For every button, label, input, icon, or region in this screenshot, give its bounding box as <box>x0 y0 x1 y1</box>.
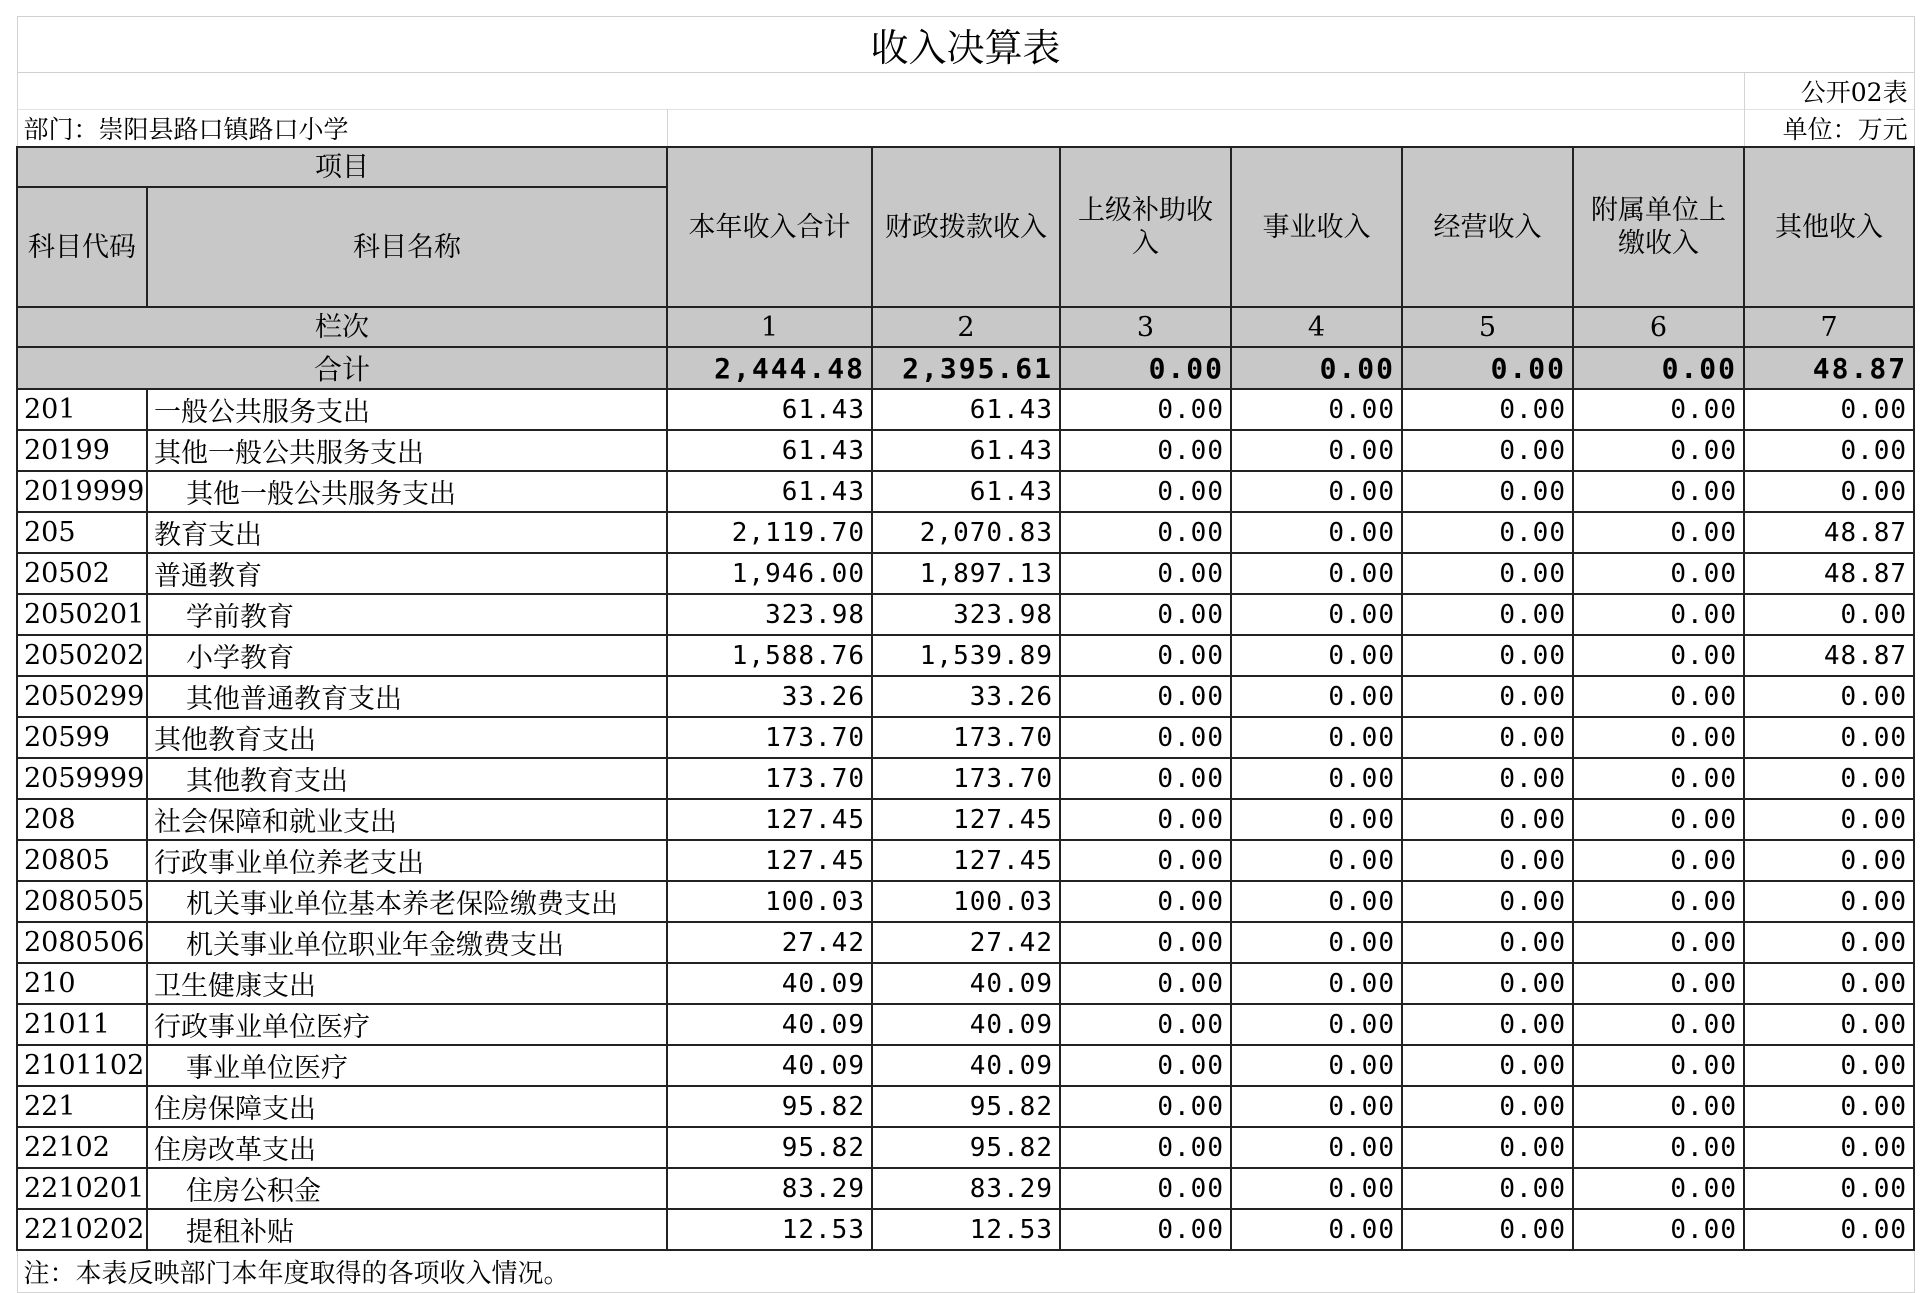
table-row <box>17 922 1914 963</box>
amount-cell: 12.53 <box>872 1209 1060 1250</box>
amount-cell: 0.00 <box>1402 758 1573 799</box>
subject-code: 2101102 <box>17 1045 147 1086</box>
amount-cell: 100.03 <box>667 881 872 922</box>
amount-cell: 0.00 <box>1402 512 1573 553</box>
total-value: 0.00 <box>1402 347 1573 389</box>
amount-cell: 0.00 <box>1402 717 1573 758</box>
amount-cell: 2,119.70 <box>667 512 872 553</box>
subject-code: 2050202 <box>17 635 147 676</box>
subject-code: 205 <box>17 512 147 553</box>
amount-cell: 0.00 <box>1573 1127 1744 1168</box>
amount-cell: 0.00 <box>1060 553 1231 594</box>
subject-name: 事业单位医疗 <box>147 1045 667 1086</box>
amount-cell: 0.00 <box>1573 676 1744 717</box>
amount-cell: 0.00 <box>1231 594 1402 635</box>
row-index-4: 4 <box>1231 307 1402 347</box>
amount-cell: 0.00 <box>1744 1004 1914 1045</box>
amount-cell: 1,897.13 <box>872 553 1060 594</box>
amount-cell: 0.00 <box>1060 1045 1231 1086</box>
header-col-7: 其他收入 <box>1744 147 1914 307</box>
amount-cell: 95.82 <box>667 1086 872 1127</box>
form-number: 公开02表 <box>1744 73 1914 110</box>
subject-name: 小学教育 <box>147 635 667 676</box>
amount-cell: 0.00 <box>1231 1004 1402 1045</box>
amount-cell: 0.00 <box>1231 676 1402 717</box>
amount-cell: 0.00 <box>1573 1045 1744 1086</box>
amount-cell: 0.00 <box>1060 1086 1231 1127</box>
amount-cell: 48.87 <box>1744 512 1914 553</box>
table-row <box>17 512 1914 553</box>
amount-cell: 0.00 <box>1231 471 1402 512</box>
header-col-4: 事业收入 <box>1231 147 1402 307</box>
subject-code: 2059999 <box>17 758 147 799</box>
table-row <box>17 1127 1914 1168</box>
table-row <box>17 471 1914 512</box>
amount-cell: 0.00 <box>1744 1168 1914 1209</box>
amount-cell: 0.00 <box>1573 430 1744 471</box>
table-row <box>17 799 1914 840</box>
amount-cell: 83.29 <box>667 1168 872 1209</box>
row-index-3: 3 <box>1060 307 1231 347</box>
subject-code: 2210201 <box>17 1168 147 1209</box>
amount-cell: 0.00 <box>1060 1168 1231 1209</box>
amount-cell: 0.00 <box>1060 758 1231 799</box>
amount-cell: 0.00 <box>1060 1209 1231 1250</box>
amount-cell: 0.00 <box>1231 1168 1402 1209</box>
amount-cell: 0.00 <box>1402 471 1573 512</box>
amount-cell: 0.00 <box>1402 922 1573 963</box>
amount-cell: 0.00 <box>1060 840 1231 881</box>
amount-cell: 0.00 <box>1573 963 1744 1004</box>
amount-cell: 0.00 <box>1060 430 1231 471</box>
amount-cell: 127.45 <box>872 799 1060 840</box>
amount-cell: 61.43 <box>667 389 872 430</box>
subject-name: 其他一般公共服务支出 <box>147 430 667 471</box>
amount-cell: 33.26 <box>667 676 872 717</box>
amount-cell: 0.00 <box>1573 840 1744 881</box>
amount-cell: 0.00 <box>1402 881 1573 922</box>
amount-cell: 0.00 <box>1573 881 1744 922</box>
amount-cell: 40.09 <box>667 1045 872 1086</box>
subject-code: 20805 <box>17 840 147 881</box>
total-label: 合计 <box>17 347 667 389</box>
amount-cell: 95.82 <box>872 1086 1060 1127</box>
subject-code: 2050201 <box>17 594 147 635</box>
amount-cell: 0.00 <box>1231 430 1402 471</box>
amount-cell: 0.00 <box>1744 471 1914 512</box>
subject-name: 其他普通教育支出 <box>147 676 667 717</box>
total-value: 0.00 <box>1573 347 1744 389</box>
amount-cell: 127.45 <box>872 840 1060 881</box>
amount-cell: 0.00 <box>1402 676 1573 717</box>
income-statement-sheet <box>16 16 1913 1293</box>
amount-cell: 95.82 <box>872 1127 1060 1168</box>
amount-cell: 0.00 <box>1744 758 1914 799</box>
subject-code: 201 <box>17 389 147 430</box>
amount-cell: 0.00 <box>1744 594 1914 635</box>
amount-cell: 0.00 <box>1231 758 1402 799</box>
amount-cell: 0.00 <box>1573 553 1744 594</box>
amount-cell: 0.00 <box>1231 799 1402 840</box>
amount-cell: 0.00 <box>1573 389 1744 430</box>
subject-code: 2210202 <box>17 1209 147 1250</box>
amount-cell: 0.00 <box>1744 389 1914 430</box>
table-row <box>17 1045 1914 1086</box>
amount-cell: 0.00 <box>1744 799 1914 840</box>
amount-cell: 95.82 <box>667 1127 872 1168</box>
amount-cell: 0.00 <box>1402 840 1573 881</box>
amount-cell: 0.00 <box>1744 840 1914 881</box>
subject-name: 提租补贴 <box>147 1209 667 1250</box>
subject-code: 22102 <box>17 1127 147 1168</box>
amount-cell: 0.00 <box>1060 963 1231 1004</box>
amount-cell: 0.00 <box>1402 553 1573 594</box>
table-row <box>17 840 1914 881</box>
subject-code: 20199 <box>17 430 147 471</box>
table-row <box>17 1086 1914 1127</box>
subject-name: 其他教育支出 <box>147 758 667 799</box>
amount-cell: 173.70 <box>667 717 872 758</box>
amount-cell: 0.00 <box>1402 963 1573 1004</box>
row-index-2: 2 <box>872 307 1060 347</box>
amount-cell: 0.00 <box>1060 471 1231 512</box>
header-name: 科目名称 <box>147 187 667 307</box>
subject-code: 2080506 <box>17 922 147 963</box>
amount-cell: 0.00 <box>1060 717 1231 758</box>
amount-cell: 40.09 <box>872 963 1060 1004</box>
subject-name: 学前教育 <box>147 594 667 635</box>
amount-cell: 0.00 <box>1060 881 1231 922</box>
amount-cell: 0.00 <box>1231 1045 1402 1086</box>
subject-name: 机关事业单位基本养老保险缴费支出 <box>147 881 667 922</box>
amount-cell: 127.45 <box>667 799 872 840</box>
amount-cell: 0.00 <box>1402 635 1573 676</box>
header-col-6: 附属单位上缴收入 <box>1573 147 1744 307</box>
amount-cell: 1,539.89 <box>872 635 1060 676</box>
amount-cell: 0.00 <box>1744 963 1914 1004</box>
table-row <box>17 881 1914 922</box>
blank-cell <box>667 110 1744 148</box>
row-index-6: 6 <box>1573 307 1744 347</box>
amount-cell: 0.00 <box>1402 799 1573 840</box>
amount-cell: 0.00 <box>1231 1209 1402 1250</box>
amount-cell: 0.00 <box>1573 1004 1744 1045</box>
subject-code: 2080505 <box>17 881 147 922</box>
amount-cell: 27.42 <box>872 922 1060 963</box>
amount-cell: 0.00 <box>1060 594 1231 635</box>
amount-cell: 0.00 <box>1060 389 1231 430</box>
amount-cell: 0.00 <box>1231 840 1402 881</box>
subject-name: 住房公积金 <box>147 1168 667 1209</box>
table-row <box>17 1168 1914 1209</box>
amount-cell: 0.00 <box>1231 635 1402 676</box>
header-col-1: 本年收入合计 <box>667 147 872 307</box>
amount-cell: 61.43 <box>872 471 1060 512</box>
subject-code: 20502 <box>17 553 147 594</box>
amount-cell: 0.00 <box>1402 594 1573 635</box>
table-row <box>17 553 1914 594</box>
amount-cell: 1,946.00 <box>667 553 872 594</box>
amount-cell: 40.09 <box>667 1004 872 1045</box>
header-row-index-label: 栏次 <box>17 307 667 347</box>
amount-cell: 0.00 <box>1573 1086 1744 1127</box>
amount-cell: 0.00 <box>1231 1086 1402 1127</box>
amount-cell: 323.98 <box>667 594 872 635</box>
amount-cell: 27.42 <box>667 922 872 963</box>
table-note: 注：本表反映部门本年度取得的各项收入情况。 <box>17 1250 1914 1292</box>
amount-cell: 48.87 <box>1744 553 1914 594</box>
amount-cell: 173.70 <box>872 717 1060 758</box>
subject-name: 机关事业单位职业年金缴费支出 <box>147 922 667 963</box>
amount-cell: 0.00 <box>1231 922 1402 963</box>
subject-name: 行政事业单位医疗 <box>147 1004 667 1045</box>
total-value: 2,395.61 <box>872 347 1060 389</box>
amount-cell: 40.09 <box>872 1004 1060 1045</box>
amount-cell: 0.00 <box>1573 1209 1744 1250</box>
subject-code: 210 <box>17 963 147 1004</box>
total-value: 0.00 <box>1231 347 1402 389</box>
header-code: 科目代码 <box>17 187 147 307</box>
amount-cell: 100.03 <box>872 881 1060 922</box>
amount-cell: 0.00 <box>1402 1127 1573 1168</box>
amount-cell: 0.00 <box>1231 389 1402 430</box>
header-col-2: 财政拨款收入 <box>872 147 1060 307</box>
subject-name: 其他教育支出 <box>147 717 667 758</box>
subject-code: 21011 <box>17 1004 147 1045</box>
amount-cell: 0.00 <box>1744 1209 1914 1250</box>
amount-cell: 173.70 <box>872 758 1060 799</box>
subject-name: 住房保障支出 <box>147 1086 667 1127</box>
subject-name: 教育支出 <box>147 512 667 553</box>
subject-code: 2050299 <box>17 676 147 717</box>
amount-cell: 40.09 <box>667 963 872 1004</box>
amount-cell: 0.00 <box>1573 471 1744 512</box>
subject-code: 208 <box>17 799 147 840</box>
table-row <box>17 389 1914 430</box>
amount-cell: 0.00 <box>1402 430 1573 471</box>
amount-cell: 0.00 <box>1573 1168 1744 1209</box>
amount-cell: 0.00 <box>1060 1004 1231 1045</box>
table-row <box>17 1209 1914 1250</box>
amount-cell: 0.00 <box>1402 1086 1573 1127</box>
amount-cell: 0.00 <box>1060 512 1231 553</box>
amount-cell: 0.00 <box>1573 717 1744 758</box>
amount-cell: 0.00 <box>1060 1127 1231 1168</box>
table-row <box>17 430 1914 471</box>
amount-cell: 2,070.83 <box>872 512 1060 553</box>
subject-name: 其他一般公共服务支出 <box>147 471 667 512</box>
income-table <box>16 16 1915 1293</box>
total-value: 2,444.48 <box>667 347 872 389</box>
amount-cell: 0.00 <box>1402 1004 1573 1045</box>
amount-cell: 0.00 <box>1573 922 1744 963</box>
amount-cell: 0.00 <box>1573 635 1744 676</box>
amount-cell: 33.26 <box>872 676 1060 717</box>
amount-cell: 83.29 <box>872 1168 1060 1209</box>
amount-cell: 0.00 <box>1402 1209 1573 1250</box>
amount-cell: 0.00 <box>1402 389 1573 430</box>
amount-cell: 0.00 <box>1060 676 1231 717</box>
row-index-7: 7 <box>1744 307 1914 347</box>
amount-cell: 61.43 <box>667 430 872 471</box>
subject-code: 20599 <box>17 717 147 758</box>
subject-code: 2019999 <box>17 471 147 512</box>
amount-cell: 12.53 <box>667 1209 872 1250</box>
unit-label: 单位：万元 <box>1744 110 1914 148</box>
table-row <box>17 1004 1914 1045</box>
row-index-1: 1 <box>667 307 872 347</box>
amount-cell: 61.43 <box>872 389 1060 430</box>
amount-cell: 0.00 <box>1231 963 1402 1004</box>
amount-cell: 0.00 <box>1573 512 1744 553</box>
amount-cell: 40.09 <box>872 1045 1060 1086</box>
amount-cell: 0.00 <box>1744 1086 1914 1127</box>
amount-cell: 0.00 <box>1573 594 1744 635</box>
total-value: 0.00 <box>1060 347 1231 389</box>
header-project: 项目 <box>17 147 667 187</box>
subject-name: 一般公共服务支出 <box>147 389 667 430</box>
amount-cell: 0.00 <box>1744 922 1914 963</box>
subject-name: 社会保障和就业支出 <box>147 799 667 840</box>
amount-cell: 0.00 <box>1744 1045 1914 1086</box>
amount-cell: 0.00 <box>1573 758 1744 799</box>
amount-cell: 61.43 <box>667 471 872 512</box>
amount-cell: 0.00 <box>1744 881 1914 922</box>
amount-cell: 173.70 <box>667 758 872 799</box>
page-title: 收入决算表 <box>17 17 1914 73</box>
department-label: 部门：崇阳县路口镇路口小学 <box>17 110 667 148</box>
amount-cell: 1,588.76 <box>667 635 872 676</box>
table-row <box>17 717 1914 758</box>
amount-cell: 0.00 <box>1231 512 1402 553</box>
header-col-5: 经营收入 <box>1402 147 1573 307</box>
amount-cell: 0.00 <box>1060 799 1231 840</box>
table-row <box>17 676 1914 717</box>
amount-cell: 127.45 <box>667 840 872 881</box>
amount-cell: 0.00 <box>1573 799 1744 840</box>
amount-cell: 0.00 <box>1231 717 1402 758</box>
amount-cell: 61.43 <box>872 430 1060 471</box>
subject-name: 行政事业单位养老支出 <box>147 840 667 881</box>
amount-cell: 0.00 <box>1744 430 1914 471</box>
subject-name: 普通教育 <box>147 553 667 594</box>
amount-cell: 0.00 <box>1231 553 1402 594</box>
table-row <box>17 635 1914 676</box>
amount-cell: 0.00 <box>1744 676 1914 717</box>
amount-cell: 0.00 <box>1402 1168 1573 1209</box>
total-row <box>17 347 1914 389</box>
table-row <box>17 963 1914 1004</box>
amount-cell: 0.00 <box>1744 717 1914 758</box>
subject-name: 卫生健康支出 <box>147 963 667 1004</box>
table-row <box>17 758 1914 799</box>
blank-cell <box>17 73 1744 110</box>
table-row <box>17 594 1914 635</box>
amount-cell: 323.98 <box>872 594 1060 635</box>
amount-cell: 0.00 <box>1402 1045 1573 1086</box>
row-index-5: 5 <box>1402 307 1573 347</box>
amount-cell: 0.00 <box>1060 635 1231 676</box>
amount-cell: 48.87 <box>1744 635 1914 676</box>
total-value: 48.87 <box>1744 347 1914 389</box>
amount-cell: 0.00 <box>1744 1127 1914 1168</box>
amount-cell: 0.00 <box>1231 881 1402 922</box>
amount-cell: 0.00 <box>1231 1127 1402 1168</box>
subject-code: 221 <box>17 1086 147 1127</box>
subject-name: 住房改革支出 <box>147 1127 667 1168</box>
header-col-3: 上级补助收入 <box>1060 147 1231 307</box>
amount-cell: 0.00 <box>1060 922 1231 963</box>
